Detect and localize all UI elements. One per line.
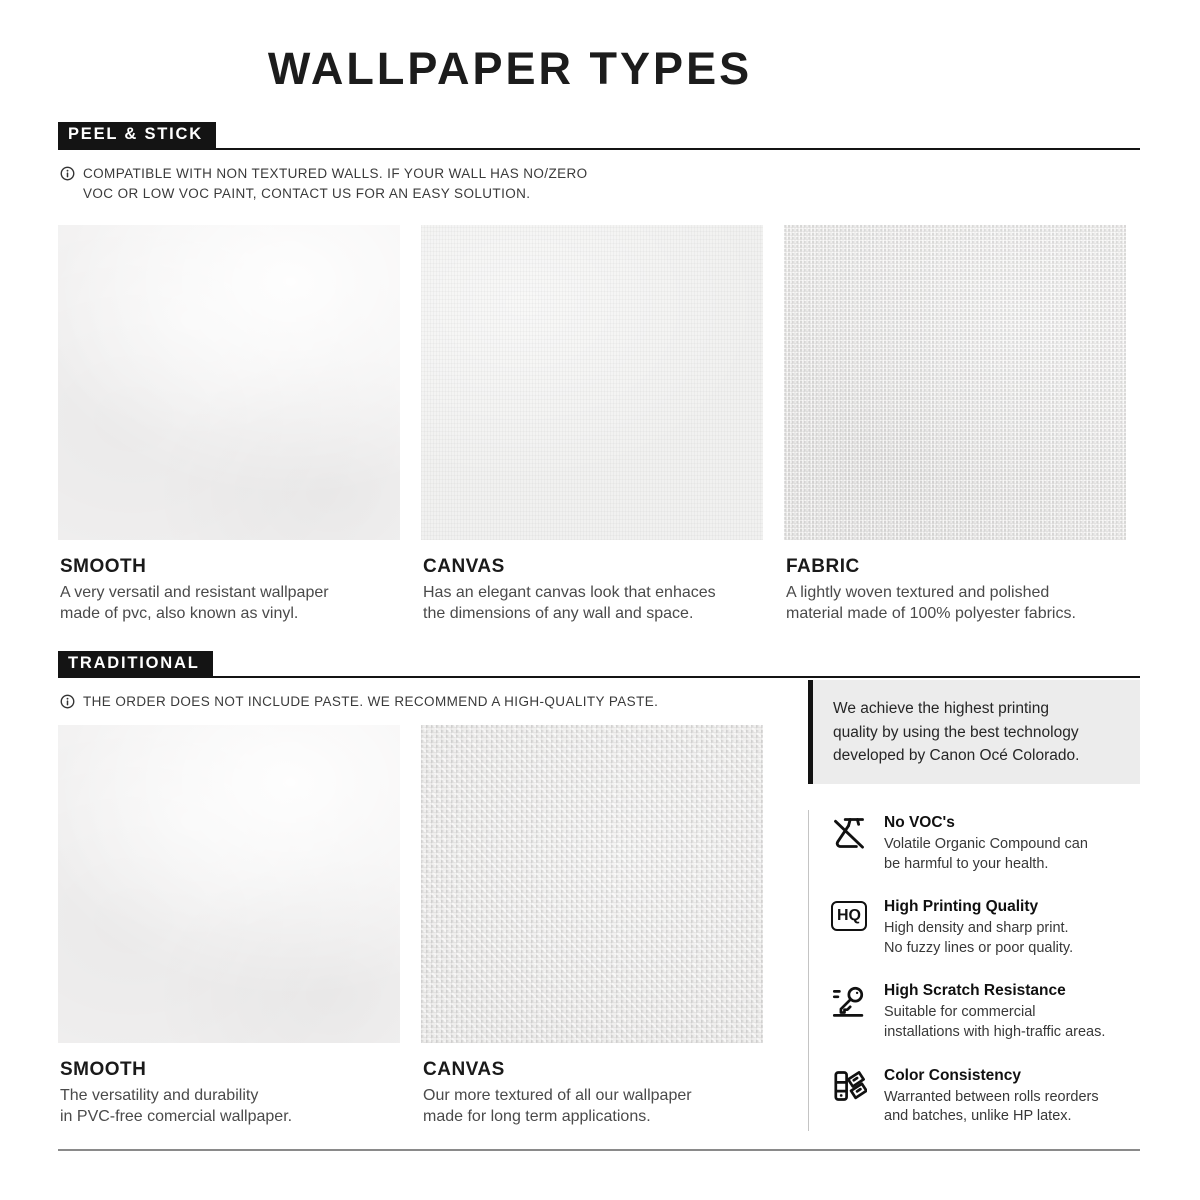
feature-text bbox=[884, 898, 1073, 958]
feature-title: High Scratch Resistance bbox=[884, 982, 1066, 1000]
traditional-left-column bbox=[58, 678, 808, 1130]
swatch-name: CANVAS bbox=[423, 556, 505, 578]
feature-text bbox=[884, 1067, 1099, 1127]
swatch-description: A very versatil and resistant wallpaper made of pvc, also known as vinyl. bbox=[60, 584, 329, 623]
info-icon bbox=[60, 166, 75, 181]
feature-high-printing-quality bbox=[830, 898, 1140, 958]
peel-stick-header bbox=[58, 122, 1140, 150]
traditional-swatch-grid bbox=[58, 725, 808, 1128]
right-sidebar bbox=[808, 678, 1140, 1130]
swatch-card-smooth bbox=[58, 725, 400, 1128]
swatch-description: A lightly woven textured and polished material made of 100% polyester fabrics. bbox=[786, 584, 1076, 623]
swatch-card-fabric bbox=[784, 225, 1126, 625]
info-icon bbox=[60, 694, 75, 709]
feature-title: Color Consistency bbox=[884, 1066, 1021, 1084]
swatch-name: CANVAS bbox=[423, 1059, 505, 1081]
fine-canvas-swatch-image bbox=[421, 225, 763, 540]
swatch-description: The versatility and durability in PVC-free comercial wallpaper. bbox=[60, 1087, 293, 1126]
feature-scratch-resistance bbox=[830, 982, 1140, 1042]
peel-stick-swatch-grid bbox=[58, 225, 1140, 625]
hq-icon: HQ bbox=[830, 898, 868, 958]
feature-title: High Printing Quality bbox=[884, 898, 1039, 916]
feature-color-consistency bbox=[830, 1067, 1140, 1127]
feature-title: No VOC's bbox=[884, 814, 955, 832]
traditional-label: TRADITIONAL bbox=[58, 651, 213, 677]
feature-description: Warranted between rolls reorders and batches, unlike HP latex. bbox=[884, 1088, 1099, 1125]
swatch-name: SMOOTH bbox=[60, 556, 147, 578]
peel-stick-note-text: COMPATIBLE WITH NON TEXTURED WALLS. IF YOUR WALL HAS NO/ZERO VOC OR LOW VOC PAINT, CONTACT US FOR AN EASY SOLUTION. bbox=[83, 165, 588, 202]
swatch-card-canvas bbox=[421, 225, 763, 625]
printing-quality-quote: We achieve the highest printing quality by using the best technology developed by Canon Océ Colorado. bbox=[808, 680, 1140, 784]
content-area bbox=[0, 122, 1200, 1151]
swatch-name: SMOOTH bbox=[60, 1059, 147, 1081]
no-voc-icon bbox=[830, 814, 868, 874]
peel-stick-note bbox=[60, 164, 1140, 206]
woven-fabric-swatch-image bbox=[784, 225, 1126, 540]
feature-description: Suitable for commercial installations with high-traffic areas. bbox=[884, 1004, 1106, 1040]
feature-list bbox=[808, 810, 1140, 1131]
traditional-header bbox=[58, 651, 1140, 679]
swatch-card-smooth bbox=[58, 225, 400, 625]
smooth-pvcfree-swatch-image bbox=[58, 725, 400, 1043]
swatch-name: FABRIC bbox=[786, 556, 860, 578]
section-traditional bbox=[58, 651, 1140, 1131]
traditional-note bbox=[60, 692, 808, 713]
feature-no-voc bbox=[830, 814, 1140, 874]
section-peel-stick bbox=[58, 122, 1140, 625]
swatch-description: Has an elegant canvas look that enhaces the dimensions of any wall and space. bbox=[423, 584, 716, 623]
smooth-vinyl-swatch-image bbox=[58, 225, 400, 540]
swatch-description: Our more textured of all our wallpaper made for long term applications. bbox=[423, 1087, 692, 1126]
swatch-card-canvas bbox=[421, 725, 763, 1128]
traditional-row bbox=[58, 678, 1140, 1130]
feature-description: High density and sharp print. No fuzzy lines or poor quality. bbox=[884, 920, 1074, 956]
feature-text bbox=[884, 982, 1105, 1042]
traditional-note-text: THE ORDER DOES NOT INCLUDE PASTE. WE RECOMMEND A HIGH-QUALITY PASTE. bbox=[83, 694, 659, 710]
scratch-key-icon bbox=[830, 982, 868, 1042]
feature-description: Volatile Organic Compound can be harmful to your health. bbox=[884, 836, 1088, 872]
bottom-divider bbox=[58, 1149, 1140, 1151]
rough-canvas-swatch-image bbox=[421, 725, 763, 1043]
page-title: WALLPAPER TYPES bbox=[267, 43, 753, 94]
color-swatches-icon bbox=[830, 1067, 868, 1127]
peel-stick-label: PEEL & STICK bbox=[58, 122, 216, 148]
feature-text bbox=[884, 814, 1088, 874]
